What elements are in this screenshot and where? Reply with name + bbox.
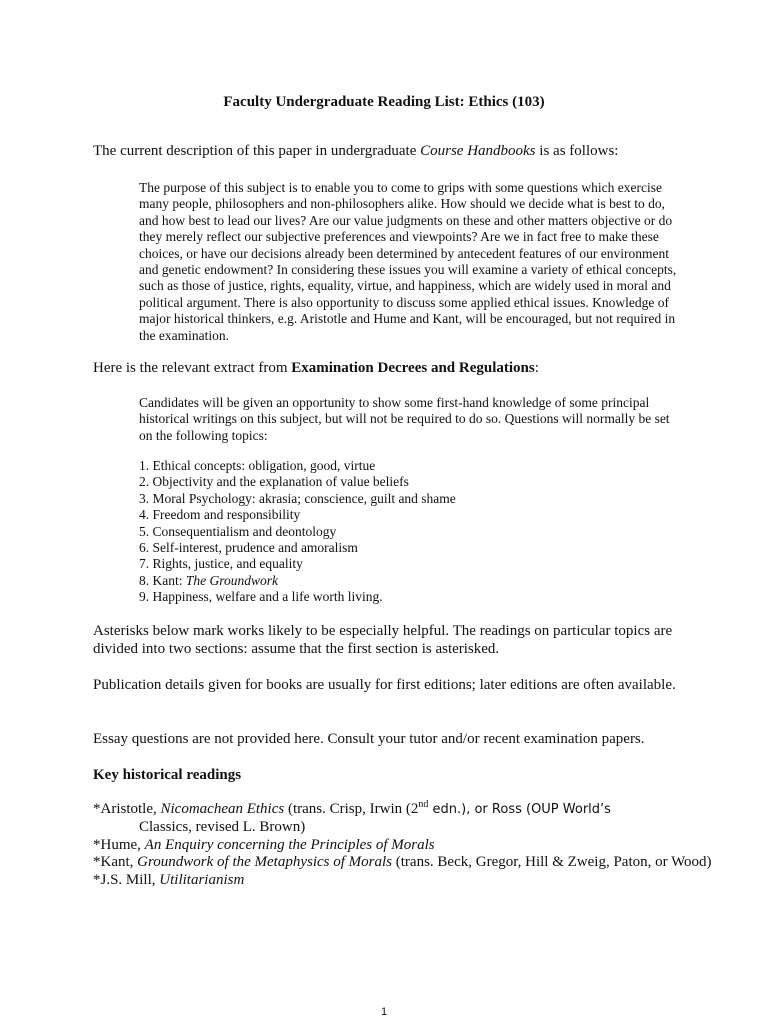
reading-details: (trans. Crisp, Irwin (2	[284, 801, 419, 817]
reading-details: edn.), or Ross (OUP World’s	[428, 802, 611, 817]
reading-title: An Enquiry concerning the Principles of Morals	[144, 836, 435, 853]
extract-intro-paragraph	[93, 359, 693, 377]
reading-entry-hume	[93, 837, 713, 855]
topic-item: 7. Rights, justice, and equality	[139, 556, 303, 572]
reading-title: Groundwork of the Metaphysics of Morals	[137, 854, 393, 871]
topic-8-prefix: 8. Kant:	[139, 572, 186, 588]
page-number: 1	[380, 1006, 388, 1018]
intro-paragraph	[93, 142, 693, 160]
reading-author: *J.S. Mill,	[93, 872, 160, 889]
key-readings-heading: Key historical readings	[93, 767, 242, 783]
document-title: Faculty Undergraduate Reading List: Ethics (103)	[223, 94, 545, 110]
reading-title: Utilitarianism	[159, 872, 245, 889]
extract-quote: Candidates will be given an opportunity to show some first-hand knowledge of some principal historical writings on this subject, but will not be required to do so. Questions will normally be set on the following topics:	[139, 395, 670, 443]
intro-text: The current description of this paper in undergraduate	[93, 143, 421, 159]
reading-author: *Hume,	[93, 836, 145, 853]
essay-note: Essay questions are not provided here. Consult your tutor and/or recent examination papers.	[93, 731, 645, 747]
reading-details: (trans. Beck, Gregor, Hill & Zweig, Paton, or Wood)	[392, 854, 712, 871]
reading-title: Nicomachean Ethics	[160, 801, 285, 817]
topic-item: 1. Ethical concepts: obligation, good, virtue	[139, 458, 376, 473]
topic-item: 6. Self-interest, prudence and amoralism	[139, 540, 358, 556]
reading-details: Classics, revised L. Brown)	[139, 818, 306, 835]
reading-author: *Kant,	[93, 854, 138, 871]
extract-intro-colon: :	[534, 360, 539, 376]
topic-item: 9. Happiness, welfare and a life worth living.	[139, 589, 383, 605]
publication-note: Publication details given for books are usually for first editions; later editions are often available.	[93, 677, 676, 693]
topic-item: 4. Freedom and responsibility	[139, 507, 301, 523]
topic-item: 2. Objectivity and the explanation of value beliefs	[139, 474, 409, 490]
topic-item: 3. Moral Psychology: akrasia; conscience, guilt and shame	[139, 490, 456, 506]
reading-superscript: nd	[418, 799, 429, 810]
extract-intro-text: Here is the relevant extract from	[93, 360, 292, 376]
reading-entry-mill	[93, 872, 713, 890]
reading-entry-kant	[93, 854, 713, 872]
reading-author: *Aristotle,	[93, 801, 161, 817]
asterisks-note: Asterisks below mark works likely to be especially helpful. The readings on particular topics are divided into two sections: assume that the first section is asterisked.	[93, 623, 673, 657]
reading-entry-aristotle	[93, 801, 713, 837]
readings-list	[93, 801, 713, 890]
topic-item	[139, 573, 679, 589]
regulations-title: Examination Decrees and Regulations	[291, 360, 535, 376]
intro-text-end: is as follows:	[535, 143, 619, 159]
topic-8-title: The Groundwork	[185, 572, 279, 588]
topics-list	[139, 458, 679, 606]
course-description-quote: The purpose of this subject is to enable you to come to grips with some questions which exercise many people, philosophers and non-philosophers alike. How should we decide what is best to do, and how best to lead our lives? Are our value judgments on these and other matters objective or do they merely reflect our subjective preferences and viewpoints? Are we in fact free to make these choices, or have our decisions already been determined by antecedent features of our environment and genetic endowment? In considering these issues you will examine a variety of ethical concepts, such as those of justice, rights, equality, virtue, and happiness, which are widely used in moral and political argument. There is also opportunity to discuss some applied ethical issues. Knowledge of major historical thinkers, e.g. Aristotle and Hume and Kant, will be encouraged, but not required in the examination.	[139, 180, 677, 343]
topic-item: 5. Consequentialism and deontology	[139, 523, 337, 539]
course-handbooks-title: Course Handbooks	[420, 143, 536, 159]
